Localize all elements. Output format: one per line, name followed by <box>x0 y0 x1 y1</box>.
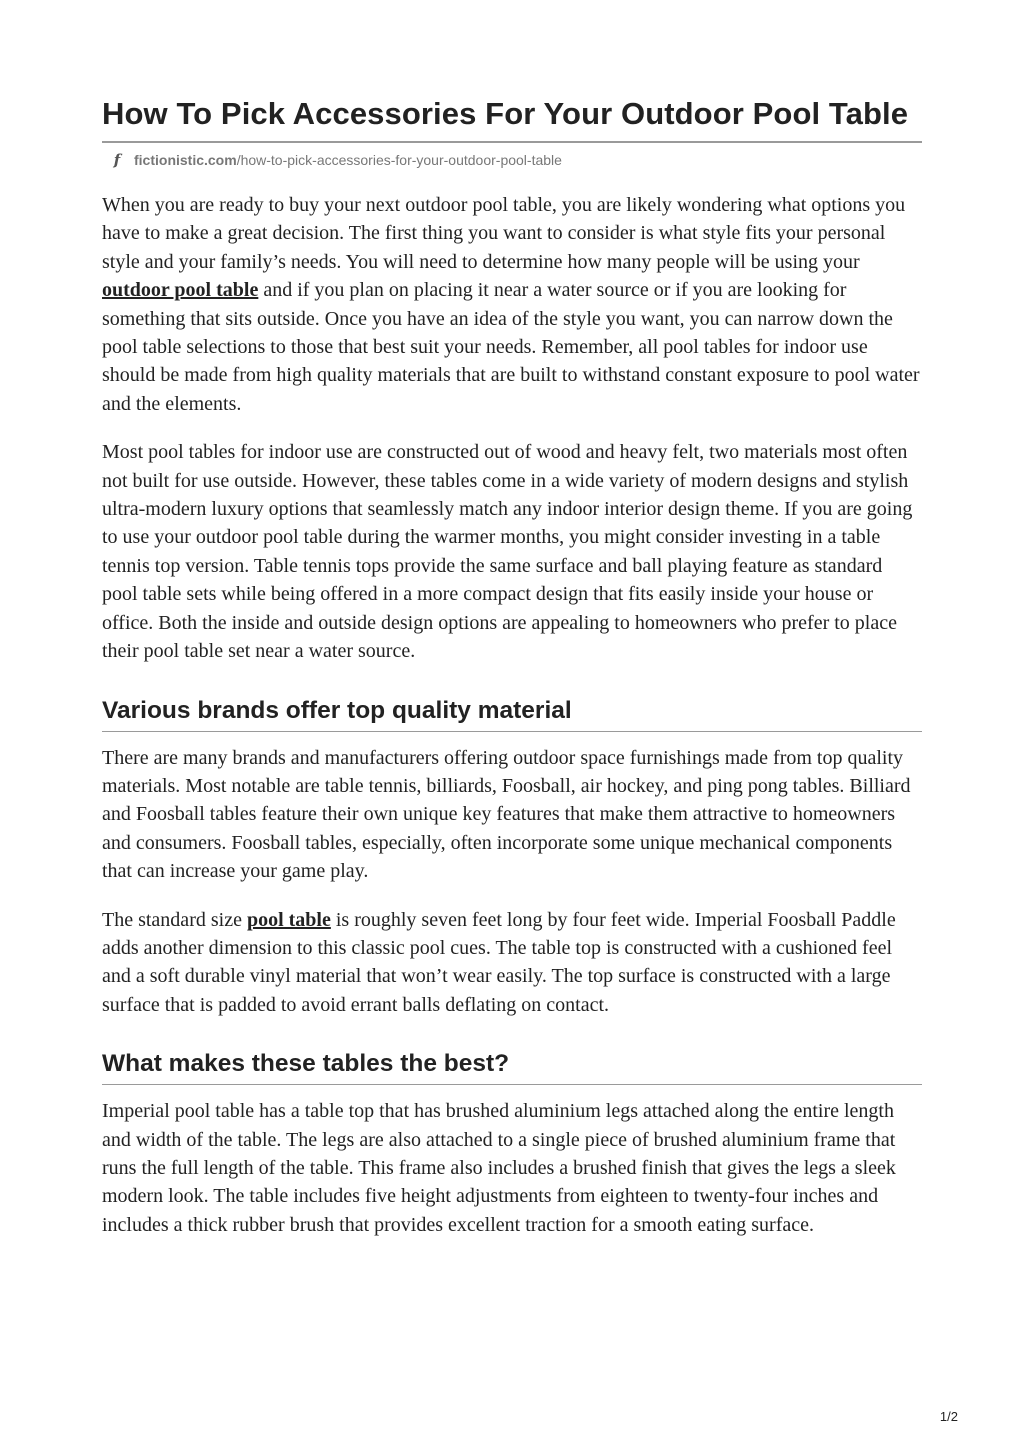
paragraph-2: Most pool tables for indoor use are constructed out of wood and heavy felt, two materials most often not built for use outside. However, these tables come in a wide variety of modern designs and stylish ultra-modern luxury options that seamlessly match any indoor interior design theme. If you are going to use your outdoor pool table during the warmer months, you might consider investing in a table tennis top version. Table tennis tops provide the same surface and ball playing feature as standard pool table sets while being offered in a more compact design that fits easily inside your house or office. Both the inside and outside design options are appealing to homeowners who prefer to place their pool table set near a water source. <box>102 441 913 663</box>
article-page <box>102 95 922 1259</box>
site-favicon-icon: f <box>113 151 121 169</box>
outdoor-pool-table-link[interactable]: outdoor pool table <box>102 279 259 302</box>
section-heading-brands: Various brands offer top quality material <box>102 696 922 732</box>
source-domain[interactable]: fictionistic.com <box>134 152 237 168</box>
paragraph-4 <box>102 906 922 1020</box>
paragraph-4-text-after: is roughly seven feet long by four feet wide. Imperial Foosball Paddle adds another dimension to this classic pool cues. The table top is constructed with a cushioned feel and a soft durable vinyl material that won’t wear easily. The top surface is constructed with a large surface that is padded to avoid errant balls deflating on contact. <box>102 908 896 1016</box>
section-heading-best-tables: What makes these tables the best? <box>102 1049 922 1085</box>
paragraph-5: Imperial pool table has a table top that has brushed aluminium legs attached along the entire length and width of the table. The legs are also attached to a single piece of brushed aluminium frame that runs the full length of the table. This frame also includes a brushed finish that gives the legs a sleek modern look. The table includes five height adjustments from eighteen to twenty-four inches and includes a thick rubber brush that provides excellent traction for a smooth eating surface. <box>102 1100 896 1236</box>
paragraph-3: There are many brands and manufacturers offering outdoor space furnishings made from top quality materials. Most notable are table tennis, billiards, Foosball, air hockey, and ping pong tables. Billiard and Foosball tables feature their own unique key features that make them attractive to homeowners and consumers. Foosball tables, especially, often incorporate some unique mechanical components that can increase your game play. <box>102 746 911 883</box>
source-line <box>102 151 922 169</box>
paragraph-1-text-after: and if you plan on placing it near a water source or if you are looking for something that sits outside. Once you have an idea of the style you want, you can narrow down the pool table selections to those that best suit your needs. Remember, all pool tables for indoor use should be made from high quality materials that are built to withstand constant exposure to pool water and the elements. <box>102 279 920 415</box>
paragraph-1-text-before: When you are ready to buy your next outdoor pool table, you are likely wondering what options you have to make a great decision. The first thing you want to consider is what style fits your personal style and your family’s needs. You will need to determine how many people will be using your <box>102 194 906 273</box>
article-body <box>102 191 922 1239</box>
pool-table-link[interactable]: pool table <box>246 908 331 931</box>
source-path[interactable]: /how-to-pick-accessories-for-your-outdoor-pool-table <box>236 152 562 168</box>
paragraph-1 <box>102 191 922 418</box>
page-number: 1/2 <box>939 1409 958 1424</box>
paragraph-4-text-before: The standard size <box>102 908 247 931</box>
page-title: How To Pick Accessories For Your Outdoor Pool Table <box>102 95 922 143</box>
